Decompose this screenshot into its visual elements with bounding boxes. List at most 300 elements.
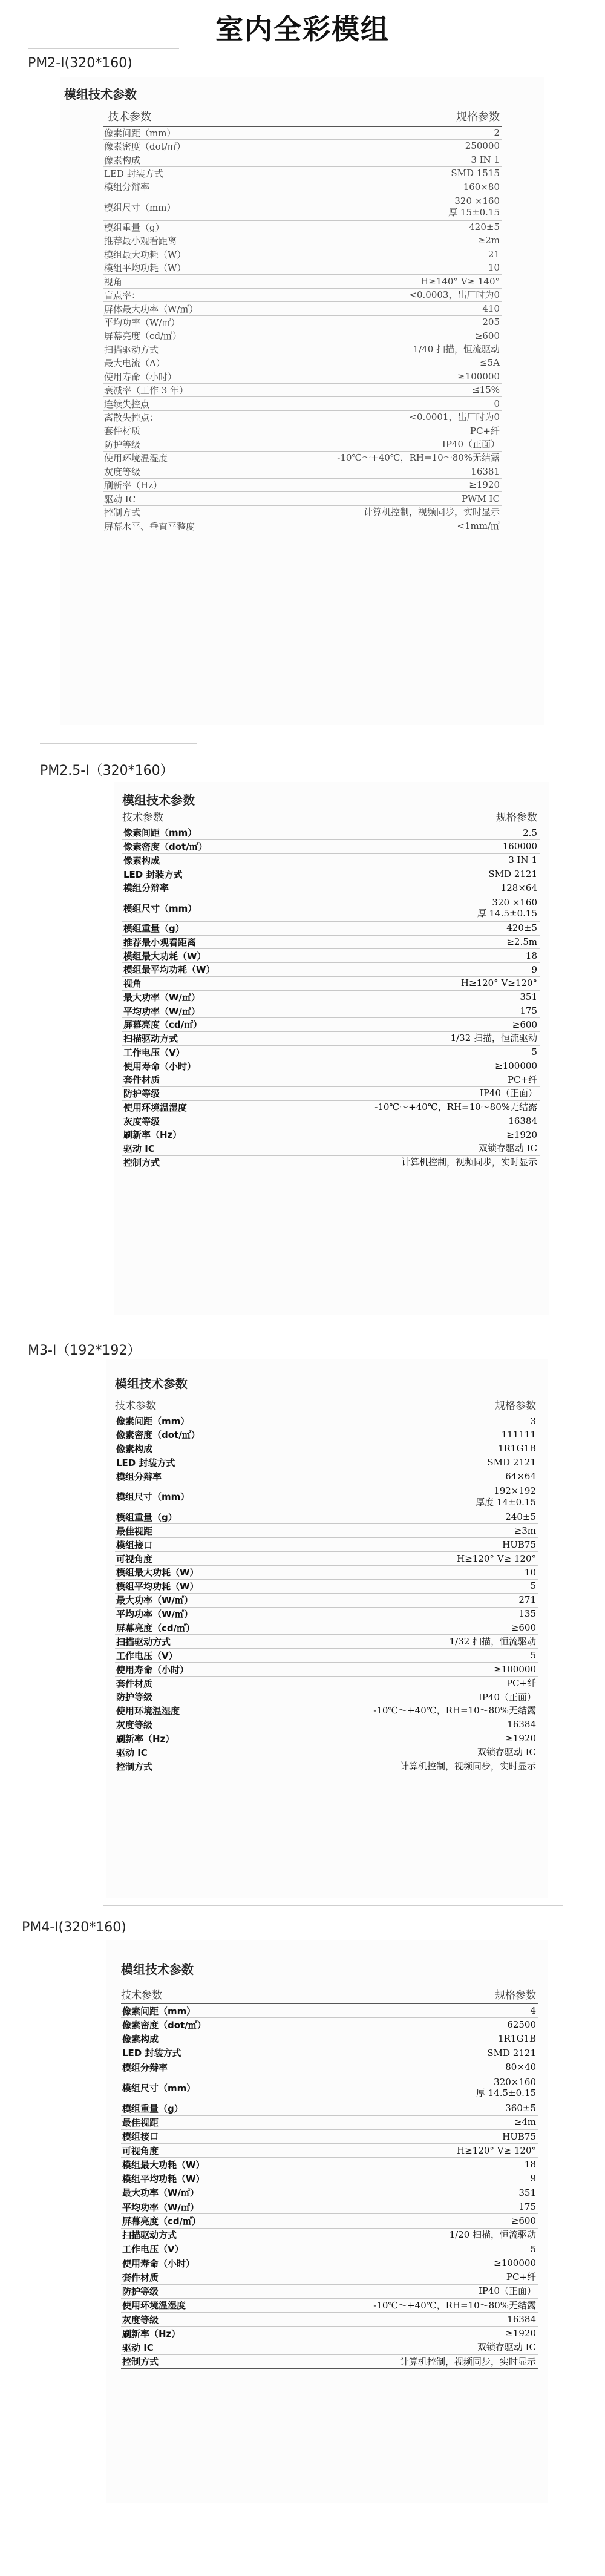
table-row [103, 343, 502, 356]
table-row [122, 963, 540, 977]
param-value [302, 166, 502, 180]
table-row [121, 2004, 538, 2018]
param-value-line: 3 [530, 1415, 536, 1427]
param-label: 刷新率（Hz） [121, 2327, 321, 2341]
param-label: 模组接口 [121, 2129, 321, 2143]
param-value [322, 949, 540, 963]
param-label: 驱动 IC [103, 492, 302, 505]
param-value [321, 2228, 538, 2242]
table-row [121, 2298, 538, 2312]
table-row [122, 1155, 540, 1169]
param-label: 刷新率（Hz） [122, 1128, 322, 1142]
table-row [122, 1073, 540, 1087]
table-row [121, 2144, 538, 2158]
table-row [122, 1142, 540, 1155]
param-value-line: <0.0001，出厂时为0 [409, 412, 500, 423]
param-label: 工作电压（V） [115, 1649, 321, 1663]
table-row [103, 397, 502, 410]
param-label: 模组平均功耗（W） [121, 2172, 321, 2186]
section-divider [28, 48, 179, 49]
param-value [302, 288, 502, 301]
param-value [321, 1428, 538, 1442]
param-value [321, 1524, 538, 1538]
table-row [103, 275, 502, 288]
param-value [321, 1746, 538, 1760]
param-value-line: 9 [531, 964, 537, 975]
param-label: 模组重量（g） [122, 921, 322, 935]
param-value [321, 2341, 538, 2354]
table-row [103, 505, 502, 519]
param-value-line: 80×40 [505, 2061, 536, 2072]
card-title: 模组技术参数 [121, 1962, 194, 1977]
param-value-line: 1/32 扫描，恒流驱动 [449, 1636, 536, 1648]
table-row [122, 990, 540, 1004]
param-value-line: 3 IN 1 [508, 855, 537, 866]
param-value-line: ≥4m [514, 2117, 536, 2128]
param-value-line: SMD 2121 [487, 1457, 536, 1468]
param-label: LED 封装方式 [103, 166, 302, 180]
param-label: 模组重量（g） [115, 1510, 321, 1524]
spec-table [122, 809, 540, 1169]
param-value-line: 双锁存驱动 IC [477, 1747, 536, 1758]
param-value [302, 315, 502, 329]
param-value [302, 452, 502, 465]
param-value-line: 2.5 [523, 827, 537, 838]
table-row [115, 1552, 538, 1566]
table-row [103, 315, 502, 329]
table-row [122, 826, 540, 840]
param-value-line: ≥100000 [494, 1663, 536, 1675]
param-label: 像素构成 [115, 1442, 321, 1456]
table-row [115, 1524, 538, 1538]
param-label: 灰度等级 [103, 465, 302, 478]
param-value [302, 492, 502, 505]
param-label: 模组重量（g） [121, 2101, 321, 2115]
table-row [115, 1414, 538, 1428]
table-row [121, 2172, 538, 2186]
header-param: 技术参数 [121, 1986, 321, 2004]
param-value-line: ≥600 [511, 2215, 536, 2226]
param-label: 模组最大功耗（W） [115, 1566, 321, 1580]
param-value [321, 1690, 538, 1704]
param-value [321, 2284, 538, 2298]
param-value [321, 2242, 538, 2256]
param-label: 套件材质 [103, 424, 302, 438]
param-label: 扫描驱动方式 [122, 1031, 322, 1045]
table-row [122, 976, 540, 990]
param-value [321, 2018, 538, 2032]
param-value-line: 计算机控制，视频同步，实时显示 [401, 1157, 537, 1168]
param-label: 控制方式 [122, 1155, 322, 1169]
header-param: 技术参数 [103, 108, 302, 126]
param-value-line: -10℃～+40℃，RH=10～80%无结露 [337, 452, 500, 464]
param-label: 模组最大功耗（W） [121, 2158, 321, 2172]
param-value [321, 2214, 538, 2228]
param-label: 平均功率（W/㎡） [103, 315, 302, 329]
table-row [103, 166, 502, 180]
table-row [122, 1100, 540, 1114]
param-label: 屏体最大功率（W/㎡） [103, 302, 302, 315]
param-value [322, 963, 540, 977]
param-value-line: 5 [530, 1649, 536, 1661]
param-value-line: <0.0003，出厂时为0 [409, 289, 500, 301]
table-row [122, 1114, 540, 1128]
table-row [115, 1704, 538, 1718]
param-value [322, 1114, 540, 1128]
param-label: 模组分辩率 [103, 180, 302, 194]
param-label: 防护等级 [115, 1690, 321, 1704]
param-value-line: 320 ×160 [492, 896, 537, 908]
param-label: 套件材质 [121, 2270, 321, 2284]
param-value-line: 9 [530, 2173, 536, 2184]
param-value [322, 895, 540, 921]
param-value-line: 16384 [507, 1719, 536, 1730]
param-value [322, 1059, 540, 1073]
param-label: 像素构成 [122, 853, 322, 867]
table-row [115, 1566, 538, 1580]
param-value [322, 867, 540, 881]
param-value [302, 302, 502, 315]
header-spec: 规格参数 [322, 809, 540, 826]
section-heading: M3-I（192*192） [28, 1343, 141, 1358]
param-value-line: 2 [494, 126, 500, 138]
param-value [321, 2074, 538, 2101]
table-row [115, 1677, 538, 1690]
param-label: 连续失控点 [103, 397, 302, 410]
param-label: 衰减率（工作 3 年） [103, 383, 302, 396]
table-row [103, 261, 502, 275]
param-value-line: 175 [520, 1005, 537, 1016]
param-label: 模组分辩率 [115, 1470, 321, 1484]
param-value [322, 840, 540, 853]
section-heading: PM4-I(320*160) [22, 1920, 126, 1935]
param-value-line: 1/40 扫描，恒流驱动 [413, 343, 500, 355]
param-label: 扫描驱动方式 [103, 343, 302, 356]
param-value-line: HUB75 [502, 1539, 536, 1550]
table-row [103, 356, 502, 370]
table-row [115, 1579, 538, 1593]
table-row [103, 139, 502, 153]
table-row [121, 2228, 538, 2242]
param-label: 控制方式 [121, 2354, 321, 2368]
param-value-line: 320×160 [494, 2076, 536, 2088]
param-value-line: 16384 [508, 1115, 537, 1126]
param-label: 可视角度 [121, 2144, 321, 2158]
table-row [115, 1442, 538, 1456]
table-row [122, 1128, 540, 1142]
param-value [321, 1593, 538, 1607]
table-row [121, 2214, 538, 2228]
param-label: 视角 [122, 976, 322, 990]
param-value-line: PC+纤 [507, 1074, 537, 1085]
param-label: 屏幕亮度（cd/㎡） [115, 1621, 321, 1635]
param-value-line: 160×80 [463, 181, 500, 192]
param-value [321, 1579, 538, 1593]
param-value [321, 1470, 538, 1484]
param-label: 防护等级 [121, 2284, 321, 2298]
param-label: 使用环境温湿度 [115, 1704, 321, 1718]
param-value-line: H≥120° V≥120° [460, 978, 537, 989]
table-row [122, 1031, 540, 1045]
table-row [115, 1510, 538, 1524]
param-value-line: 厚度 14±0.15 [476, 1496, 536, 1508]
param-value-line: ≥600 [474, 330, 500, 341]
param-label: 灰度等级 [121, 2313, 321, 2327]
param-value-line: 10 [524, 1566, 536, 1578]
table-row [122, 1045, 540, 1059]
param-value [302, 180, 502, 194]
param-value [322, 976, 540, 990]
param-value [302, 275, 502, 288]
param-label: 防护等级 [103, 438, 302, 451]
param-value [321, 1442, 538, 1456]
param-value-line: 64×64 [505, 1471, 536, 1482]
param-label: 像素间距（mm） [115, 1414, 321, 1428]
param-label: 使用寿命（小时） [115, 1663, 321, 1677]
table-row [122, 881, 540, 895]
param-value [321, 1732, 538, 1746]
table-row [103, 492, 502, 505]
table-row [103, 126, 502, 139]
param-value-line: 3 IN 1 [471, 154, 500, 165]
param-label: 像素间距（mm） [122, 826, 322, 840]
param-label: 最大功率（W/㎡） [122, 990, 322, 1004]
section-divider [103, 1905, 563, 1906]
param-value-line: 计算机控制，视频同步，实时显示 [399, 1761, 536, 1772]
param-value [302, 479, 502, 492]
param-value-line: ≥1920 [469, 479, 500, 491]
param-value-line: ≥2m [477, 235, 500, 246]
param-label: 屏幕水平、垂直平整度 [103, 519, 302, 533]
table-row [103, 248, 502, 261]
param-value [321, 1607, 538, 1621]
param-value [302, 383, 502, 396]
param-value [322, 990, 540, 1004]
param-label: 工作电压（V） [122, 1045, 322, 1059]
table-row [115, 1718, 538, 1732]
param-value [321, 1718, 538, 1732]
table-row [121, 2101, 538, 2115]
table-row [115, 1635, 538, 1649]
table-row [121, 2074, 538, 2101]
table-row [121, 2270, 538, 2284]
param-label: 最佳视距 [115, 1524, 321, 1538]
param-value-line: ≤15% [472, 384, 500, 396]
param-value-line: H≥140° V≥ 140° [420, 275, 500, 287]
table-row [103, 234, 502, 248]
param-value [321, 2115, 538, 2129]
param-value [322, 1018, 540, 1032]
param-value [321, 1649, 538, 1663]
page-title: 室内全彩模组 [215, 13, 390, 45]
param-value [322, 1031, 540, 1045]
param-value [321, 2270, 538, 2284]
param-value-line: PC+纤 [469, 425, 500, 436]
param-value-line: 420±5 [469, 222, 500, 233]
param-value-line: 计算机控制，视频同步，实时显示 [399, 2356, 536, 2367]
param-value [321, 1510, 538, 1524]
param-value [302, 139, 502, 153]
param-value-line: 5 [530, 2243, 536, 2255]
param-value [302, 519, 502, 533]
table-row [121, 2327, 538, 2341]
param-value-line: 351 [518, 2187, 536, 2198]
param-label: 平均功率（W/㎡） [115, 1607, 321, 1621]
param-label: 平均功率（W/㎡） [122, 1004, 322, 1018]
table-row [121, 2341, 538, 2354]
param-label: 模组尺寸（mm） [103, 194, 302, 220]
param-value [302, 153, 502, 166]
param-value [322, 1100, 540, 1114]
param-value [302, 356, 502, 370]
table-row [115, 1621, 538, 1635]
param-label: 推荐最小观看距离 [103, 234, 302, 248]
table-row [103, 424, 502, 438]
param-label: 扫描驱动方式 [115, 1635, 321, 1649]
param-value-line: IP40（正面） [478, 1691, 536, 1703]
param-value-line: 135 [518, 1608, 536, 1620]
param-value-line: 计算机控制，视频同步，实时显示 [363, 507, 500, 518]
table-row [121, 2158, 538, 2172]
param-value-line: HUB75 [502, 2131, 536, 2142]
param-label: 使用环境温湿度 [121, 2298, 321, 2312]
param-value-line: 16381 [471, 465, 500, 477]
section-heading: PM2-I(320*160) [28, 56, 132, 71]
param-value-line: 271 [518, 1594, 536, 1606]
param-label: 刷新率（Hz） [103, 479, 302, 492]
table-row [115, 1456, 538, 1470]
param-label: 驱动 IC [115, 1746, 321, 1760]
param-value [321, 2032, 538, 2046]
spec-table [121, 1986, 538, 2369]
param-value-line: 360±5 [505, 2103, 536, 2114]
param-label: 扫描驱动方式 [121, 2228, 321, 2242]
table-row [103, 153, 502, 166]
param-value [321, 2158, 538, 2172]
section-divider [40, 743, 197, 744]
param-label: 工作电压（V） [121, 2242, 321, 2256]
table-row [103, 180, 502, 194]
table-row [121, 2354, 538, 2368]
table-row [122, 1086, 540, 1100]
table-row [103, 194, 502, 220]
param-value-line: ≥100000 [494, 2257, 536, 2269]
param-label: 模组分辩率 [122, 881, 322, 895]
table-row [121, 2129, 538, 2143]
table-row [121, 2115, 538, 2129]
param-value [321, 1552, 538, 1566]
param-value [321, 1484, 538, 1510]
param-value-line: ≤5A [480, 357, 500, 369]
param-value-line: 双锁存驱动 IC [478, 1143, 537, 1154]
param-value-line: 1/32 扫描，恒流驱动 [450, 1033, 537, 1044]
param-label: 推荐最小观看距离 [122, 935, 322, 949]
param-value-line: H≥120° V≥ 120° [457, 1552, 536, 1564]
param-label: 模组接口 [115, 1538, 321, 1552]
param-value-line: 18 [525, 950, 537, 961]
param-label: 最大功率（W/㎡） [121, 2186, 321, 2200]
param-value-line: -10℃～+40℃，RH=10～80%无结露 [373, 2299, 536, 2311]
table-row [122, 895, 540, 921]
param-value-line: PC+纤 [506, 2272, 536, 2282]
param-label: 模组分辩率 [121, 2060, 321, 2074]
table-row [103, 302, 502, 315]
param-label: 最大电流（A） [103, 356, 302, 370]
param-value-line: 18 [524, 2159, 536, 2170]
param-value [302, 194, 502, 220]
param-value-line: 128×64 [500, 882, 537, 893]
param-label: 像素间距（mm） [103, 126, 302, 139]
param-label: LED 封装方式 [122, 867, 322, 881]
param-label: 屏幕亮度（cd/㎡） [121, 2214, 321, 2228]
param-value-line: 240±5 [505, 1511, 536, 1523]
param-label: 像素构成 [121, 2032, 321, 2046]
param-value [302, 234, 502, 248]
param-value-line: ≥2.5m [506, 936, 537, 947]
param-value-line: SMD 1515 [451, 168, 500, 179]
table-row [103, 220, 502, 234]
header-param: 技术参数 [122, 809, 322, 826]
param-label: 模组平均功耗（W） [103, 261, 302, 275]
table-row [121, 2242, 538, 2256]
table-row [115, 1760, 538, 1773]
param-value-line: ≥1920 [506, 1129, 537, 1140]
param-label: 控制方式 [115, 1760, 321, 1773]
param-value-line: 111111 [501, 1429, 536, 1441]
param-value-line: PC+纤 [506, 1677, 536, 1689]
param-label: 驱动 IC [122, 1142, 322, 1155]
param-value [321, 2060, 538, 2074]
param-label: 灰度等级 [115, 1718, 321, 1732]
param-value [302, 438, 502, 451]
param-value [321, 2129, 538, 2143]
param-value-line: 21 [488, 248, 500, 260]
param-value-line: 1/20 扫描，恒流驱动 [449, 2229, 536, 2241]
param-value [322, 853, 540, 867]
param-value [322, 1004, 540, 1018]
param-value [302, 343, 502, 356]
param-value [322, 1086, 540, 1100]
header-spec: 规格参数 [302, 108, 502, 126]
param-value-line: ≥1920 [505, 2328, 536, 2339]
param-label: 平均功率（W/㎡） [121, 2200, 321, 2214]
param-value-line: 160000 [502, 841, 537, 852]
param-label: 像素构成 [103, 153, 302, 166]
header-spec: 规格参数 [321, 1397, 538, 1414]
param-value-line: SMD 2121 [488, 868, 537, 879]
table-row [103, 519, 502, 533]
header-param: 技术参数 [115, 1397, 321, 1414]
param-label: 屏幕亮度（cd/㎡） [103, 329, 302, 343]
table-row [122, 921, 540, 935]
param-label: 防护等级 [122, 1086, 322, 1100]
param-value [321, 2313, 538, 2327]
param-value-line: ≥3m [514, 1525, 536, 1536]
param-value-line: 16384 [507, 2313, 536, 2325]
param-value [321, 1677, 538, 1690]
param-value [321, 1414, 538, 1428]
table-row [121, 2256, 538, 2270]
param-value [322, 881, 540, 895]
param-value-line: 1R1G1B [498, 2033, 536, 2045]
param-label: 套件材质 [122, 1073, 322, 1087]
param-value-line: ≥100000 [457, 370, 500, 382]
param-value [321, 2144, 538, 2158]
param-value [321, 2200, 538, 2214]
table-row [121, 2060, 538, 2074]
param-label: 可视角度 [115, 1552, 321, 1566]
param-label: 驱动 IC [121, 2341, 321, 2354]
